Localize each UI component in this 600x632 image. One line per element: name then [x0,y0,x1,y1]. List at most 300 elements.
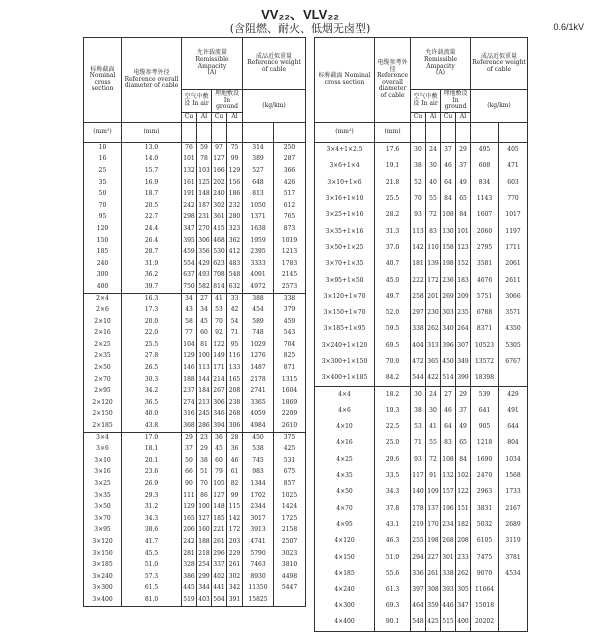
air-al-cell: 218 [197,548,212,560]
ground-cu-cell: 37 [441,142,456,158]
section-cell: 3×150 [84,548,122,560]
diameter-cell: 33.5 [375,468,411,484]
air-cu-cell: 71 [411,436,426,452]
diameter-cell: 25.0 [375,436,411,452]
ground-cu-cell: 105 [212,479,227,491]
diameter-cell: 59.5 [375,322,411,338]
air-cu-cell: 129 [182,351,197,363]
air-cu-cell: 101 [182,154,197,166]
weight-cu-cell: 5790 [243,548,274,560]
table-row [315,256,528,272]
air-cu-cell: 43 [182,305,197,317]
air-cu-cell: 395 [182,235,197,247]
section-cell: 2×6 [84,305,122,317]
diameter-cell: 21.8 [375,175,411,191]
diameter-header: 电缆参考外径 Reference overall diameter of cable [375,38,411,123]
ground-cu-cell: 303 [441,305,456,321]
weight-cu-cell: 1050 [243,200,274,212]
air-cu-cell: 368 [182,421,197,433]
air-al-cell: 27 [197,293,212,305]
section-cell: 3×240+1×120 [315,338,375,354]
ground-cu-cell: 127 [212,490,227,502]
ampacity-unit: (A) [207,69,217,77]
ground-cu-cell: 27 [441,387,456,403]
weight-al-cell: 459 [274,316,306,328]
weight-al-cell: 804 [499,436,528,452]
ground-cu-cell: 70 [212,316,227,328]
ampacity-header [411,38,471,90]
ground-al-cell: 391 [227,594,243,606]
ground-al-cell: 208 [456,533,471,549]
weight-al-cell: 1733 [499,485,528,501]
diameter-cell: 38.6 [122,525,182,537]
weight-al-cell: 825 [274,351,306,363]
air-cu-cell: 142 [411,240,426,256]
weight-cu-cell: 1702 [243,490,274,502]
air-al-cell: 198 [426,533,441,549]
air-al-cell: 403 [197,594,212,606]
ground-cu-cell: 468 [212,235,227,247]
left-table [83,37,306,607]
weight-cu-cell: 1607 [471,207,499,223]
section-cell: 2×10 [84,316,122,328]
table-row [84,351,306,363]
air-al-cell: 245 [197,409,212,421]
diameter-cell: 69.3 [375,599,411,615]
ground-cu-cell: 441 [212,583,227,595]
ground-cu-cell: 79 [212,467,227,479]
table-row [315,159,528,175]
weight-cu-cell: 1638 [243,223,274,235]
weight-cu-cell: 20202 [471,615,499,631]
section-cell: 4×25 [315,452,375,468]
ground-cu-cell: 340 [441,322,456,338]
header-row [315,38,528,90]
diameter-cell: 43.1 [375,517,411,533]
ground-cu-cell: 269 [441,289,456,305]
blank-cell [471,122,499,142]
section-unit: (mm²) [84,122,122,142]
air-cu-cell: 298 [182,212,197,224]
section-cell: 150 [84,235,122,247]
weight-al-cell: 531 [274,455,306,467]
air-al-cell: 23 [197,432,212,444]
table-row [84,560,306,572]
diameter-cell: 36.5 [122,397,182,409]
diameter-unit: (mm) [122,122,182,142]
section-cell: 2×16 [84,328,122,340]
weight-al-cell: 543 [274,328,306,340]
ground-cu-cell: 515 [441,615,456,631]
air-al-cell: 70 [197,479,212,491]
air-cu-cell: 77 [182,328,197,340]
section-cell: 2×185 [84,421,122,433]
blank-cell [197,122,212,142]
diameter-cell: 25.5 [375,191,411,207]
air-cu-cell: 38 [411,403,426,419]
section-cell: 3×95 [84,525,122,537]
section-cell: 3×70+1×35 [315,256,375,272]
air-cu-cell: 66 [182,467,197,479]
weight-cu-cell: 6788 [471,305,499,321]
diameter-cell: 20.0 [122,316,182,328]
air-cu-cell: 52 [411,175,426,191]
weight-cu-cell: 13572 [471,354,499,370]
diameter-cell: 61.3 [375,582,411,598]
section-cell: 10 [84,142,122,154]
table-row [315,191,528,207]
weight-al-cell: 1197 [499,224,528,240]
weight-cu-cell: 8930 [243,571,274,583]
ground-cu-cell: 92 [212,328,227,340]
weight-al-cell: 405 [499,142,528,158]
diameter-cell: 69.5 [375,338,411,354]
ground-al-cell: 172 [227,525,243,537]
ground-al-cell: 305 [456,582,471,598]
weight-al-cell: 287 [274,154,306,166]
table-row [84,142,306,154]
air-cu-cell: 222 [411,273,426,289]
weight-al-cell: 3119 [499,533,528,549]
section-cell: 3×300 [84,583,122,595]
table-row [84,432,306,444]
air-al-cell: 55 [426,191,441,207]
ground-cu-cell: 393 [441,582,456,598]
diameter-cell: 70.0 [375,354,411,370]
weight-cu-cell: 10523 [471,338,499,354]
weight-al-cell: 1025 [274,490,306,502]
air-al-cell: 308 [426,582,441,598]
air-al-cell: 286 [197,421,212,433]
diameter-cell: 28.7 [122,247,182,259]
air-al-cell: 38 [197,455,212,467]
weight-cu-cell: 813 [243,189,274,201]
weight-al-cell: 3571 [499,305,528,321]
weight-cu-cell: 1029 [243,339,274,351]
weight-al-cell: 871 [274,363,306,375]
weight-al-cell: 338 [274,293,306,305]
header-row [84,38,306,90]
ground-cu-cell: 97 [212,142,227,154]
section-cell: 3×50+1×25 [315,240,375,256]
diameter-cell: 17.6 [375,142,411,158]
section-cell: 4×16 [315,436,375,452]
air-al-cell: 127 [197,513,212,525]
weight-cu-cell: 1276 [243,351,274,363]
air-al-cell: 72 [426,207,441,223]
weight-al-cell: 471 [499,159,528,175]
weight-cu-cell: 11664 [471,582,499,598]
air-cu-cell: 140 [411,485,426,501]
cu-header: Cu [411,112,426,122]
weight-cu-cell: 2344 [243,502,274,514]
diameter-cell: 26.9 [122,479,182,491]
ground-al-cell: 29 [456,142,471,158]
section-cell: 3×120+1×70 [315,289,375,305]
blank-cell [182,122,197,142]
ground-cu-cell: 36 [212,432,227,444]
ground-al-cell: 264 [456,322,471,338]
section-cell: 3×10+1×6 [315,175,375,191]
air-al-cell: 270 [197,223,212,235]
blank-cell [212,122,227,142]
air-cu-cell: 93 [411,452,426,468]
ground-cu-cell: 296 [212,548,227,560]
weight-cu-cell: 15825 [243,594,274,606]
table-row [315,468,528,484]
table-row [315,550,528,566]
ground-cu-cell: 301 [441,550,456,566]
weight-cu-cell: 389 [243,154,274,166]
section-header: 标称截面 Nominal cross section [84,38,122,123]
air-cu-cell: 347 [182,223,197,235]
section-cell: 4×300 [315,599,375,615]
section-cell: 4×10 [315,419,375,435]
air-al-cell: 24 [426,387,441,403]
table-row [84,293,306,305]
air-cu-cell: 30 [411,142,426,158]
weight-cu-cell: 538 [243,444,274,456]
ground-cu-cell: 446 [441,599,456,615]
diameter-cell: 55.6 [375,566,411,582]
section-cell: 3×120 [84,536,122,548]
weight-al-cell: 2689 [499,517,528,533]
air-al-cell: 262 [426,322,441,338]
ground-al-cell: 75 [227,142,243,154]
ground-cu-cell: 450 [441,354,456,370]
diameter-cell: 27.8 [122,351,182,363]
section-cell: 3×25+1×16 [315,207,375,223]
ground-al-cell: 49 [456,419,471,435]
ground-cu-cell: 221 [212,525,227,537]
ground-al-cell: 123 [456,240,471,256]
air-al-cell: 299 [197,571,212,583]
diameter-cell: 19.3 [375,403,411,419]
weight-cu-cell: 7463 [243,560,274,572]
air-al-cell: 160 [197,525,212,537]
diameter-header: 电缆参考外径 Reference overall diameter of cable [122,38,182,123]
ground-al-cell: 115 [227,502,243,514]
table-row [84,281,306,293]
ground-cu-cell: 240 [212,189,227,201]
ground-cu-cell: 415 [212,223,227,235]
air-al-cell: 34 [197,305,212,317]
air-al-cell: 40 [426,175,441,191]
air-cu-cell: 58 [182,316,197,328]
diameter-cell: 17.0 [122,432,182,444]
diameter-cell: 20.1 [122,455,182,467]
air-al-cell: 86 [197,490,212,502]
ground-al-cell: 65 [456,191,471,207]
air-cu-cell: 34 [182,293,197,305]
ground-cu-cell: 83 [441,436,456,452]
weight-cu-cell: 1487 [243,363,274,375]
section-cell: 4×4 [315,387,375,403]
weight-al-cell: 6767 [499,354,528,370]
air-al-cell: 100 [197,351,212,363]
table-row [84,386,306,398]
weight-cu-cell: 905 [471,419,499,435]
ground-cu-cell: 196 [441,501,456,517]
diameter-cell: 31.9 [122,258,182,270]
weight-cu-cell: 5032 [471,517,499,533]
weight-cu-cell: 3365 [243,397,274,409]
diameter-cell: 28.2 [375,207,411,223]
air-cu-cell: 274 [182,397,197,409]
blank-cell [499,122,528,142]
section-cell: 3×4+1×2.5 [315,142,375,158]
table-row [84,154,306,166]
air-cu-cell: 165 [182,513,197,525]
weight-cu-cell: 608 [471,159,499,175]
weight-al-cell: 1315 [274,374,306,386]
ground-cu-cell: 108 [441,207,456,223]
ground-al-cell: 99 [227,490,243,502]
ground-al-cell: 342 [227,583,243,595]
ground-al-cell: 483 [227,258,243,270]
section-cell: 400 [84,281,122,293]
weight-cu-cell: 648 [243,177,274,189]
diameter-cell: 25.5 [122,339,182,351]
air-al-cell: 201 [426,289,441,305]
air-cu-cell: 316 [182,409,197,421]
diameter-cell: 23.6 [122,467,182,479]
table-row [315,419,528,435]
weight-al-cell: 873 [274,223,306,235]
blank-cell [227,122,243,142]
section-cell: 4×120 [315,533,375,549]
weight-cu-cell: 2741 [243,386,274,398]
ground-cu-cell: 84 [441,191,456,207]
weight-al-cell: 429 [499,387,528,403]
diameter-cell: 31.2 [122,502,182,514]
ground-al-cell: 208 [227,386,243,398]
weight-al-cell: 612 [274,200,306,212]
diameter-cell: 81.0 [122,594,182,606]
section-cell: 300 [84,270,122,282]
air-cu-cell: 750 [182,281,197,293]
ground-al-cell: 152 [456,256,471,272]
weight-al-cell: 517 [274,189,306,201]
air-cu-cell: 50 [182,455,197,467]
air-cu-cell: 338 [411,322,426,338]
diameter-cell: 61.5 [122,583,182,595]
air-cu-cell: 519 [182,594,197,606]
diameter-cell: 37.0 [375,240,411,256]
diameter-cell: 34.3 [375,485,411,501]
air-al-cell: 113 [197,363,212,375]
section-cell: 3×70 [84,513,122,525]
diameter-cell: 41.7 [122,536,182,548]
air-al-cell: 30 [426,159,441,175]
diameter-cell: 22.5 [375,419,411,435]
ground-cu-cell: 530 [212,247,227,259]
weight-al-cell: 3810 [274,560,306,572]
diameter-cell: 40.0 [122,409,182,421]
weight-al-cell: 1725 [274,513,306,525]
air-cu-cell: 281 [182,548,197,560]
air-cu-cell: 37 [182,444,197,456]
voltage-rating: 0.6/1kV [553,22,584,32]
air-al-cell: 144 [197,374,212,386]
air-al-cell: 261 [426,566,441,582]
weight-al-cell: 5305 [499,338,528,354]
diameter-cell: 22.7 [122,212,182,224]
table-row [84,444,306,456]
weight-al-cell: 1783 [274,258,306,270]
ground-al-cell: 280 [227,212,243,224]
table-row [315,207,528,223]
weight-al-cell: 5447 [274,583,306,595]
weight-al-cell: 675 [274,467,306,479]
weight-al-cell: 1869 [274,397,306,409]
blank-cell [411,122,426,142]
ground-cu-cell: 268 [441,533,456,549]
ground-cu-cell: 394 [212,421,227,433]
diameter-cell: 13.0 [122,142,182,154]
weight-al-cell: 2610 [274,421,306,433]
table-row [84,479,306,491]
ground-al-cell: 71 [227,328,243,340]
section-cell: 35 [84,177,122,189]
ground-cu-cell: 267 [212,386,227,398]
ground-al-cell: 82 [227,479,243,491]
table-row [315,599,528,615]
ground-al-cell: 323 [227,223,243,235]
diameter-cell: 57.3 [122,571,182,583]
diameter-cell: 84.2 [375,370,411,386]
ground-cu-cell: 337 [212,560,227,572]
table-row [84,467,306,479]
table-row [84,421,306,433]
weight-al-cell: 3781 [499,550,528,566]
section-cell: 95 [84,212,122,224]
ground-al-cell: 229 [227,548,243,560]
weight-al-cell: 2167 [499,501,528,517]
table-row [84,328,306,340]
ground-cu-cell: 346 [212,409,227,421]
air-cu-cell: 111 [182,490,197,502]
section-cell: 2×70 [84,374,122,386]
table-row [315,387,528,403]
ground-al-cell: 238 [227,397,243,409]
ampacity-unit: (A) [436,69,446,77]
air-al-cell: 148 [197,189,212,201]
weight-al-cell: 4350 [499,322,528,338]
weight-cu-cell: 4972 [243,281,274,293]
weight-al-cell: 1568 [499,468,528,484]
air-cu-cell: 459 [182,247,197,259]
in-air-header: 空气中敷设 In air [411,90,441,113]
air-cu-cell: 161 [182,177,197,189]
air-cu-cell: 188 [182,374,197,386]
table-row [315,289,528,305]
table-row [84,374,306,386]
ground-al-cell: 61 [227,467,243,479]
ground-cu-cell: 504 [212,594,227,606]
table-row [315,452,528,468]
ground-cu-cell: 127 [212,154,227,166]
section-cell: 3×16+1×10 [315,191,375,207]
weight-al-cell: 770 [499,191,528,207]
weight-al-cell: 2209 [274,409,306,421]
diameter-cell: 30.3 [122,374,182,386]
ground-al-cell: 122 [456,485,471,501]
air-cu-cell: 219 [411,517,426,533]
weight-cu-cell: 495 [471,142,499,158]
air-cu-cell: 181 [411,256,426,272]
weight-cu-cell: 3913 [243,525,274,537]
